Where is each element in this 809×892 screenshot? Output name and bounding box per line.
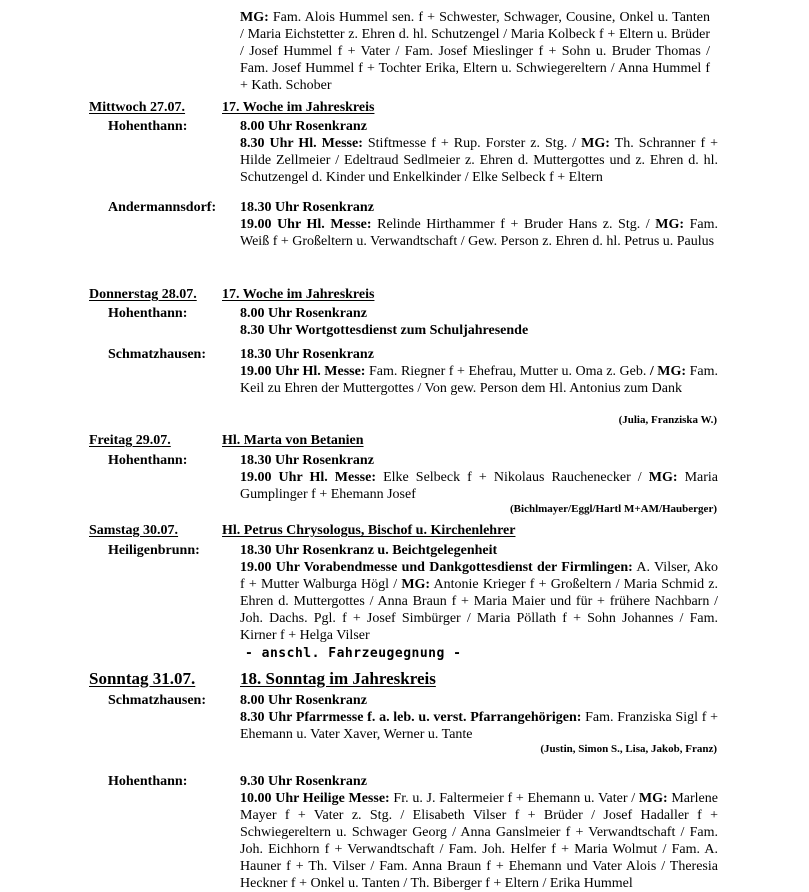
entry-head: 8.00 Uhr Rosenkranz [240,693,367,708]
day-date: Sonntag 31.07. [89,669,196,688]
place-label: Schmatzhausen: [108,347,207,362]
entry-text: Fam. Keil zu Ehren der Muttergottes / Von gew. Person dem Hl. Antonius zum Dank [240,364,719,396]
mg-label: MG: [638,791,668,806]
entry-head: 19.00 Uhr Hl. Messe: [240,364,366,379]
entry-head: 18.30 Uhr Rosenkranz [240,453,374,468]
entry-text: Elke Selbeck f + Nikolaus Rauchenecker / [383,470,642,485]
entry-head: 8.30 Uhr Pfarrmesse f. a. leb. u. verst. Pfarrangehörigen: [240,710,582,725]
entry-text: Maria Gumplinger f + Ehemann Josef [240,470,719,502]
entry-head: 10.00 Uhr Heilige Messe: [240,791,390,806]
place-label: Schmatzhausen: [108,693,207,708]
intro-block [240,9,710,94]
entry-text: Fam. Franziska Sigl f + Ehemann u. Vater Xaver, Werner u. Tante [240,710,718,742]
place-entries [240,692,718,743]
entry-head: 18.30 Uhr Rosenkranz u. Beichtgelegenheit [240,543,498,558]
entry-text: Antonie Krieger f + Großeltern / Maria Schmid z. Ehren d. Muttergottes / Anna Braun f + Maria Maier und für + frühere Nachbarn / Joh. Dachs. Pgl. f + Josef Simbürger / Maria Pöllath f + Sohn Johannes / Fam. Kirner f + Helga Vilser [240,577,718,643]
entry-head: 19.00 Uhr Hl. Messe: [240,470,377,485]
entry-head: 19.00 Uhr Hl. Messe: [240,217,372,232]
day-title: Hl. Marta von Betanien [222,433,364,448]
mg-label: MG: [655,217,685,232]
place-entries [240,118,718,186]
day-title: 17. Woche im Jahreskreis [222,100,375,115]
place-entries [240,542,718,644]
entry-text: A. Vilser, Ako f + Mutter Walburga Högl / [240,560,718,592]
entry-text: Fam. Weiß f + Großeltern u. Verwandtschaft / Gew. Person z. Ehren d. hl. Petrus u. Paulus [240,217,719,249]
place-entries [240,452,718,503]
place-entries [240,773,718,892]
intro-text: Fam. Alois Hummel sen. f + Schwester, Schwager, Cousine, Onkel u. Tanten / Maria Eichstetter z. Ehren d. hl. Schutzengel / Maria Kolbeck f + Eltern u. Brüder / Josef Hummel f + Vater / Fam. Josef Mieslinger f + Sohn u. Bruder Thomas / Fam. Josef Hummel f + Tochter Erika, Eltern u. Schwiegereltern / Anna Hummel f + Kath. Schober [240,10,711,93]
entry-head: 9.30 Uhr Rosenkranz [240,774,367,789]
place-entries [240,346,718,397]
credit-line: (Justin, Simon S., Lisa, Jakob, Franz) [540,743,717,755]
place-entries [240,199,718,250]
entry-text: Marlene Mayer f + Vater z. Stg. / Elisabeth Vilser f + Brüder / Josef Hadaller f + Schwiegereltern u. Schwager Georg / Anna Ganslmeier f + Verwandtschaft / Fam. Joh. Eichhorn f + Verwandtschaft / Fam. Joh. Helfer f + Maria Wolmut / Fam. A. Hauner f + Th. Vilser / Fam. Anna Braun f + Ehemann und Vater Alois / Theresia Heckner f + Onkel u. Tanten / Th. Biberger f + Eltern / Erika Hummel [240,791,718,891]
mg-label: / MG: [649,364,687,379]
entry-head: 8.00 Uhr Rosenkranz [240,306,367,321]
notice-line: - anschl. Fahrzeugegnung - [245,646,462,661]
place-label: Heiligenbrunn: [108,543,200,558]
mg-label: MG: [581,136,610,151]
entry-text: Th. Schranner f + Hilde Zellmeier / Edeltraud Sedlmeier z. Ehren d. Muttergottes und z. Ehren d. hl. Schutzengel d. Kinder und Enkelkinder / Elke Selbeck f + Eltern [240,136,719,185]
mg-label: MG: [648,470,678,485]
place-label: Hohenthann: [108,119,188,134]
mg-label: MG: [401,577,431,592]
entry-head: 8.00 Uhr Rosenkranz [240,119,367,134]
place-label: Hohenthann: [108,774,188,789]
place-entries [240,305,718,339]
entry-head: 18.30 Uhr Rosenkranz [240,200,374,215]
entry-head: 8.30 Uhr Wortgottesdienst zum Schuljahresende [240,323,529,338]
entry-text: Fam. Riegner f + Ehefrau, Mutter u. Oma z. Geb. [369,364,647,379]
day-title: 17. Woche im Jahreskreis [222,287,375,302]
day-date: Freitag 29.07. [89,433,171,448]
entry-text: Relinde Hirthammer f + Bruder Hans z. Stg. / [377,217,650,232]
day-date: Mittwoch 27.07. [89,100,186,115]
day-title: Hl. Petrus Chrysologus, Bischof u. Kirchenlehrer [222,523,516,538]
place-label: Hohenthann: [108,453,188,468]
mg-label: MG: [240,10,269,25]
entry-head: 19.00 Uhr Vorabendmesse und Dankgottesdienst der Firmlingen: [240,560,633,575]
entry-text: Fr. u. J. Faltermeier f + Ehemann u. Vater / [393,791,636,806]
entry-head: 18.30 Uhr Rosenkranz [240,347,374,362]
entry-text: Stiftmesse f + Rup. Forster z. Stg. / [367,136,577,151]
place-label: Andermannsdorf: [108,200,217,215]
entry-head: 8.30 Uhr Hl. Messe: [240,136,363,151]
credit-line: (Julia, Franziska W.) [618,414,717,426]
day-title: 18. Sonntag im Jahreskreis [240,669,436,688]
credit-line: (Bichlmayer/Eggl/Hartl M+AM/Hauberger) [510,503,717,515]
day-date: Donnerstag 28.07. [89,287,197,302]
day-date: Samstag 30.07. [89,523,179,538]
place-label: Hohenthann: [108,306,188,321]
